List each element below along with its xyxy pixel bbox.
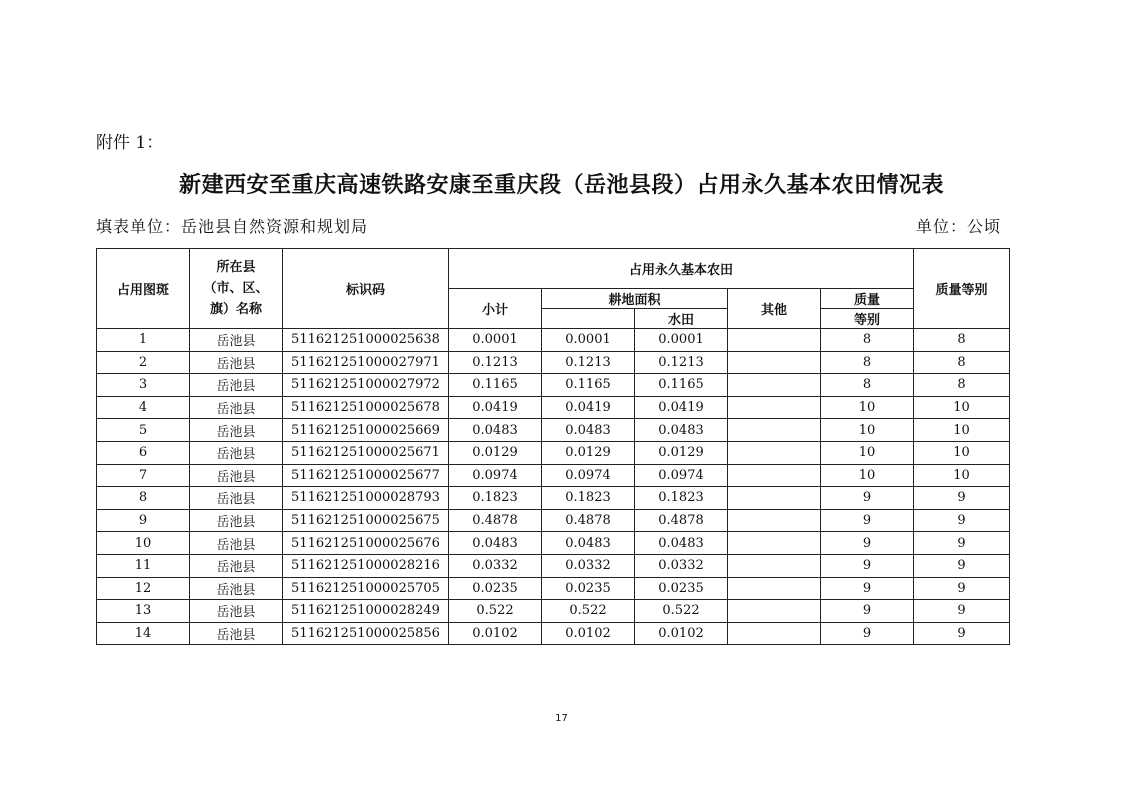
cell-code: 511621251000028216 xyxy=(283,554,449,577)
header-subtotal: 小计 xyxy=(449,289,542,329)
cell-cultivated: 0.0483 xyxy=(542,419,635,442)
cell-paddy: 0.0001 xyxy=(635,329,728,352)
cell-subtotal: 0.0129 xyxy=(449,441,542,464)
cell-paddy: 0.1213 xyxy=(635,351,728,374)
cell-grade: 10 xyxy=(914,396,1010,419)
cell-patch-id: 14 xyxy=(97,622,190,645)
cell-cultivated: 0.4878 xyxy=(542,509,635,532)
cell-county: 岳池县 xyxy=(190,532,283,555)
cell-quality: 9 xyxy=(821,509,914,532)
cell-county: 岳池县 xyxy=(190,509,283,532)
cell-cultivated: 0.0235 xyxy=(542,577,635,600)
cell-patch-id: 2 xyxy=(97,351,190,374)
cell-quality: 10 xyxy=(821,441,914,464)
cell-county: 岳池县 xyxy=(190,622,283,645)
cell-code: 511621251000025676 xyxy=(283,532,449,555)
attachment-label: 附件 1： xyxy=(96,133,164,153)
cell-code: 511621251000028249 xyxy=(283,600,449,623)
table-row xyxy=(97,622,1010,645)
cell-patch-id: 9 xyxy=(97,509,190,532)
cell-quality: 8 xyxy=(821,374,914,397)
header-quality-top: 质量 xyxy=(821,289,914,309)
cell-patch-id: 8 xyxy=(97,487,190,510)
cell-quality: 9 xyxy=(821,532,914,555)
cell-cultivated: 0.0001 xyxy=(542,329,635,352)
cell-patch-id: 10 xyxy=(97,532,190,555)
cell-paddy: 0.0332 xyxy=(635,554,728,577)
cell-other xyxy=(728,396,821,419)
header-quality-bottom: 等别 xyxy=(821,309,914,329)
cell-grade: 10 xyxy=(914,464,1010,487)
cell-grade: 9 xyxy=(914,487,1010,510)
cell-quality: 10 xyxy=(821,396,914,419)
cell-subtotal: 0.0419 xyxy=(449,396,542,419)
header-group: 占用永久基本农田 xyxy=(449,249,914,289)
cell-subtotal: 0.1823 xyxy=(449,487,542,510)
table-row xyxy=(97,487,1010,510)
table-row xyxy=(97,532,1010,555)
cell-other xyxy=(728,532,821,555)
cell-quality: 10 xyxy=(821,419,914,442)
header-cultivated-blank xyxy=(542,309,635,329)
cell-subtotal: 0.1165 xyxy=(449,374,542,397)
cell-grade: 8 xyxy=(914,374,1010,397)
cell-cultivated: 0.522 xyxy=(542,600,635,623)
cell-subtotal: 0.0332 xyxy=(449,554,542,577)
cell-patch-id: 12 xyxy=(97,577,190,600)
table-header xyxy=(97,249,1010,329)
cell-county: 岳池县 xyxy=(190,419,283,442)
cell-quality: 8 xyxy=(821,351,914,374)
cell-grade: 9 xyxy=(914,600,1010,623)
cell-subtotal: 0.4878 xyxy=(449,509,542,532)
cell-paddy: 0.1823 xyxy=(635,487,728,510)
cell-code: 511621251000027971 xyxy=(283,351,449,374)
cell-grade: 10 xyxy=(914,419,1010,442)
cell-subtotal: 0.0102 xyxy=(449,622,542,645)
cell-county: 岳池县 xyxy=(190,577,283,600)
table-row xyxy=(97,374,1010,397)
cell-quality: 9 xyxy=(821,577,914,600)
header-paddy: 水田 xyxy=(635,309,728,329)
cell-code: 511621251000027972 xyxy=(283,374,449,397)
header-code: 标识码 xyxy=(283,249,449,329)
table-row xyxy=(97,441,1010,464)
cell-other xyxy=(728,554,821,577)
cell-grade: 9 xyxy=(914,577,1010,600)
cell-paddy: 0.1165 xyxy=(635,374,728,397)
header-cultivated-area: 耕地面积 xyxy=(542,289,728,309)
header-patch: 占用图斑 xyxy=(97,249,190,329)
cell-county: 岳池县 xyxy=(190,396,283,419)
cell-paddy: 0.0483 xyxy=(635,532,728,555)
cell-cultivated: 0.0974 xyxy=(542,464,635,487)
cell-grade: 8 xyxy=(914,351,1010,374)
cell-code: 511621251000025671 xyxy=(283,441,449,464)
cell-other xyxy=(728,577,821,600)
table-row xyxy=(97,396,1010,419)
cell-patch-id: 3 xyxy=(97,374,190,397)
cell-code: 511621251000025856 xyxy=(283,622,449,645)
cell-patch-id: 4 xyxy=(97,396,190,419)
cell-other xyxy=(728,441,821,464)
table-row xyxy=(97,329,1010,352)
cell-paddy: 0.4878 xyxy=(635,509,728,532)
cell-code: 511621251000025638 xyxy=(283,329,449,352)
cell-other xyxy=(728,351,821,374)
cell-paddy: 0.0419 xyxy=(635,396,728,419)
cell-county: 岳池县 xyxy=(190,441,283,464)
cell-subtotal: 0.0235 xyxy=(449,577,542,600)
table-row xyxy=(97,464,1010,487)
cell-cultivated: 0.1823 xyxy=(542,487,635,510)
cell-code: 511621251000025677 xyxy=(283,464,449,487)
cell-paddy: 0.0102 xyxy=(635,622,728,645)
cell-grade: 10 xyxy=(914,441,1010,464)
cell-cultivated: 0.0129 xyxy=(542,441,635,464)
cell-patch-id: 1 xyxy=(97,329,190,352)
cell-paddy: 0.0235 xyxy=(635,577,728,600)
cell-patch-id: 11 xyxy=(97,554,190,577)
cell-code: 511621251000025669 xyxy=(283,419,449,442)
cell-county: 岳池县 xyxy=(190,464,283,487)
filler-unit: 填表单位：岳池县自然资源和规划局 xyxy=(96,217,369,236)
cell-county: 岳池县 xyxy=(190,374,283,397)
cell-other xyxy=(728,622,821,645)
cell-code: 511621251000025705 xyxy=(283,577,449,600)
cell-grade: 9 xyxy=(914,532,1010,555)
cell-patch-id: 5 xyxy=(97,419,190,442)
cell-grade: 9 xyxy=(914,509,1010,532)
cell-quality: 9 xyxy=(821,622,914,645)
measure-unit: 单位：公顷 xyxy=(915,217,1001,236)
cell-other xyxy=(728,509,821,532)
cell-cultivated: 0.1213 xyxy=(542,351,635,374)
cell-subtotal: 0.522 xyxy=(449,600,542,623)
cell-code: 511621251000028793 xyxy=(283,487,449,510)
cell-other xyxy=(728,464,821,487)
cell-subtotal: 0.0483 xyxy=(449,532,542,555)
cell-quality: 8 xyxy=(821,329,914,352)
document-title: 新建西安至重庆高速铁路安康至重庆段（岳池县段）占用永久基本农田情况表 xyxy=(178,173,944,198)
cell-paddy: 0.0129 xyxy=(635,441,728,464)
cell-grade: 9 xyxy=(914,554,1010,577)
cell-other xyxy=(728,487,821,510)
page-number: 17 xyxy=(555,713,568,724)
cell-quality: 9 xyxy=(821,554,914,577)
cell-paddy: 0.0974 xyxy=(635,464,728,487)
cell-county: 岳池县 xyxy=(190,487,283,510)
cell-patch-id: 6 xyxy=(97,441,190,464)
table-row xyxy=(97,419,1010,442)
cell-other xyxy=(728,419,821,442)
cell-other xyxy=(728,374,821,397)
cell-county: 岳池县 xyxy=(190,600,283,623)
cell-grade: 8 xyxy=(914,329,1010,352)
cell-subtotal: 0.0974 xyxy=(449,464,542,487)
cell-quality: 9 xyxy=(821,487,914,510)
table-row xyxy=(97,509,1010,532)
cell-patch-id: 13 xyxy=(97,600,190,623)
cell-cultivated: 0.0483 xyxy=(542,532,635,555)
table-row xyxy=(97,577,1010,600)
cell-county: 岳池县 xyxy=(190,329,283,352)
cell-other xyxy=(728,600,821,623)
cell-county: 岳池县 xyxy=(190,554,283,577)
header-quality-grade: 质量等别 xyxy=(914,249,1010,329)
table-row xyxy=(97,600,1010,623)
cell-patch-id: 7 xyxy=(97,464,190,487)
table-body xyxy=(97,329,1010,645)
cell-subtotal: 0.0483 xyxy=(449,419,542,442)
cell-subtotal: 0.0001 xyxy=(449,329,542,352)
cell-paddy: 0.0483 xyxy=(635,419,728,442)
table-row xyxy=(97,554,1010,577)
cell-paddy: 0.522 xyxy=(635,600,728,623)
cell-county: 岳池县 xyxy=(190,351,283,374)
table-row xyxy=(97,351,1010,374)
cell-code: 511621251000025675 xyxy=(283,509,449,532)
cell-quality: 10 xyxy=(821,464,914,487)
cell-code: 511621251000025678 xyxy=(283,396,449,419)
cell-grade: 9 xyxy=(914,622,1010,645)
farmland-occupation-table xyxy=(96,248,1010,645)
cell-subtotal: 0.1213 xyxy=(449,351,542,374)
cell-cultivated: 0.1165 xyxy=(542,374,635,397)
cell-quality: 9 xyxy=(821,600,914,623)
cell-cultivated: 0.0332 xyxy=(542,554,635,577)
cell-cultivated: 0.0419 xyxy=(542,396,635,419)
header-other: 其他 xyxy=(728,289,821,329)
cell-cultivated: 0.0102 xyxy=(542,622,635,645)
cell-other xyxy=(728,329,821,352)
header-county: 所在县（市、区、旗）名称 xyxy=(190,249,283,329)
